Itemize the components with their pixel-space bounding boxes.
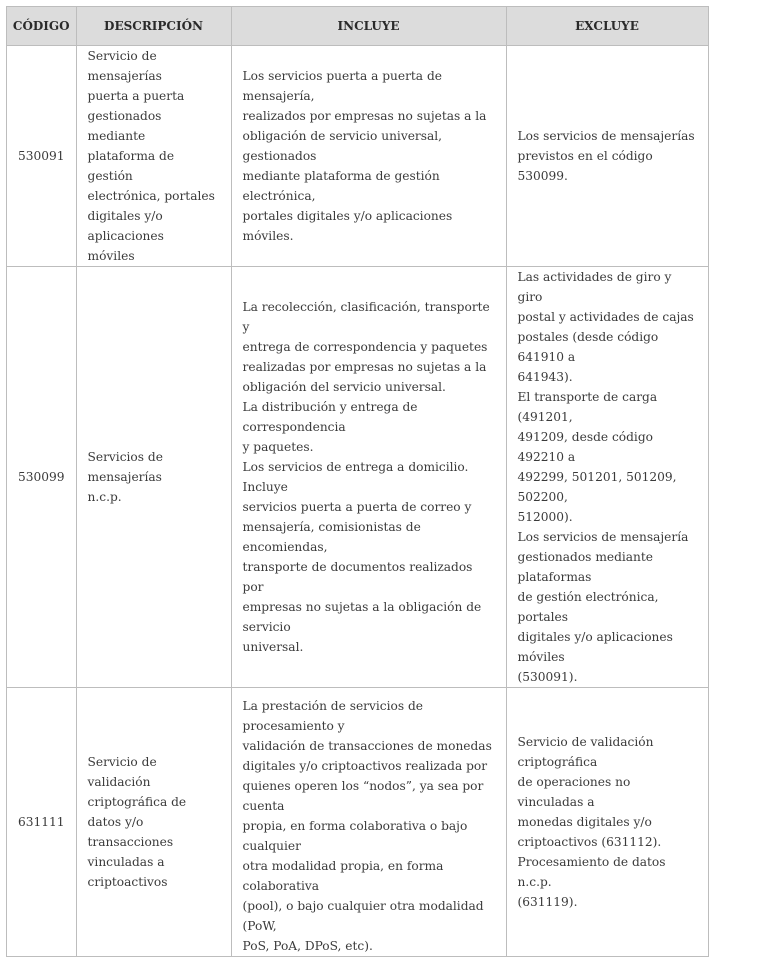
cell-line: Los servicios de mensajería <box>517 530 689 544</box>
cell-codigo: 530091 <box>7 46 77 267</box>
table-row <box>7 267 709 688</box>
cell-line: Procesamiento de datos n.c.p. <box>517 855 666 889</box>
cell-line: criptoactivos (631112). <box>517 835 662 849</box>
table-row <box>7 688 709 957</box>
cell-line: (530091). <box>517 670 578 684</box>
cell-line: El transporte de carga (491201, <box>517 390 658 424</box>
cell-line: mensajería, comisionistas de encomiendas, <box>242 520 421 554</box>
cell-line: 512000). <box>517 510 573 524</box>
classification-table <box>6 6 709 957</box>
cell-line: gestionados mediante plataformas <box>517 550 654 584</box>
header-row <box>7 7 709 46</box>
cell-descripcion <box>76 267 231 688</box>
cell-line: criptoactivos <box>87 875 168 889</box>
cell-line: La prestación de servicios de procesamiento y <box>242 699 423 733</box>
cell-descripcion <box>76 688 231 957</box>
cell-line: criptográfica de datos y/o <box>87 795 187 829</box>
cell-line: postales (desde código 641910 a <box>517 330 659 364</box>
cell-line: digitales y/o aplicaciones <box>87 209 164 243</box>
cell-line: propia, en forma colaborativa o bajo cualquier <box>242 819 468 853</box>
cell-line: La recolección, clasificación, transporte y <box>242 300 490 334</box>
cell-line: postal y actividades de cajas <box>517 310 694 324</box>
cell-line: transporte de documentos realizados por <box>242 560 473 594</box>
cell-incluye <box>231 46 506 267</box>
cell-line: obligación de servicio universal, gestionados <box>242 129 443 163</box>
cell-line: (631119). <box>517 895 578 909</box>
cell-descripcion <box>76 46 231 267</box>
table-row <box>7 46 709 267</box>
cell-line: previstos en el código 530099. <box>517 149 653 183</box>
cell-line: La distribución y entrega de correspondencia <box>242 400 418 434</box>
cell-line: digitales y/o aplicaciones móviles <box>517 630 673 664</box>
cell-line: mediante plataforma de gestión electrónica, <box>242 169 440 203</box>
cell-line: gestionados mediante <box>87 109 162 143</box>
cell-line: y paquetes. <box>242 440 314 454</box>
cell-line: validación de transacciones de monedas <box>242 739 492 753</box>
header-descripcion: DESCRIPCIÓN <box>76 7 231 46</box>
cell-line: puerta a puerta <box>87 89 185 103</box>
cell-line: digitales y/o criptoactivos realizada por <box>242 759 488 773</box>
cell-line: Los servicios puerta a puerta de mensajería, <box>242 69 442 103</box>
cell-line: móviles <box>87 249 135 263</box>
cell-line: quienes operen los “nodos”, ya sea por cuenta <box>242 779 484 813</box>
cell-line: realizados por empresas no sujetas a la <box>242 109 487 123</box>
cell-line: PoS, PoA, DPoS, etc). <box>242 939 373 953</box>
cell-line: portales digitales y/o aplicaciones móviles. <box>242 209 453 243</box>
header-excluye: EXCLUYE <box>506 7 708 46</box>
header-codigo: CÓDIGO <box>7 7 77 46</box>
cell-line: universal. <box>242 640 304 654</box>
cell-line: 491209, desde código 492210 a <box>517 430 653 464</box>
cell-line: Servicio de validación <box>87 755 157 789</box>
cell-line: servicios puerta a puerta de correo y <box>242 500 472 514</box>
cell-excluye <box>506 46 708 267</box>
cell-line: Los servicios de mensajerías <box>517 129 695 143</box>
cell-line: Servicios de mensajerías <box>87 450 163 484</box>
cell-line: de gestión electrónica, portales <box>517 590 659 624</box>
cell-line: n.c.p. <box>87 490 122 504</box>
cell-line: realizadas por empresas no sujetas a la <box>242 360 487 374</box>
cell-line: monedas digitales y/o <box>517 815 652 829</box>
cell-codigo: 530099 <box>7 267 77 688</box>
header-incluye: INCLUYE <box>231 7 506 46</box>
cell-excluye <box>506 267 708 688</box>
cell-line: transacciones vinculadas a <box>87 835 174 869</box>
cell-line: plataforma de gestión <box>87 149 175 183</box>
cell-incluye <box>231 688 506 957</box>
cell-line: 641943). <box>517 370 573 384</box>
cell-line: empresas no sujetas a la obligación de servicio <box>242 600 482 634</box>
cell-line: Los servicios de entrega a domicilio. Incluye <box>242 460 469 494</box>
cell-excluye <box>506 688 708 957</box>
cell-line: de operaciones no vinculadas a <box>517 775 631 809</box>
cell-line: otra modalidad propia, en forma colaborativa <box>242 859 444 893</box>
cell-line: entrega de correspondencia y paquetes <box>242 340 488 354</box>
cell-line: electrónica, portales <box>87 189 215 203</box>
cell-incluye <box>231 267 506 688</box>
cell-line: 492299, 501201, 501209, 502200, <box>517 470 677 504</box>
cell-line: (pool), o bajo cualquier otra modalidad (PoW, <box>242 899 484 933</box>
cell-line: Servicio de mensajerías <box>87 49 162 83</box>
cell-codigo: 631111 <box>7 688 77 957</box>
cell-line: Servicio de validación criptográfica <box>517 735 654 769</box>
cell-line: obligación del servicio universal. <box>242 380 446 394</box>
cell-line: Las actividades de giro y giro <box>517 270 672 304</box>
